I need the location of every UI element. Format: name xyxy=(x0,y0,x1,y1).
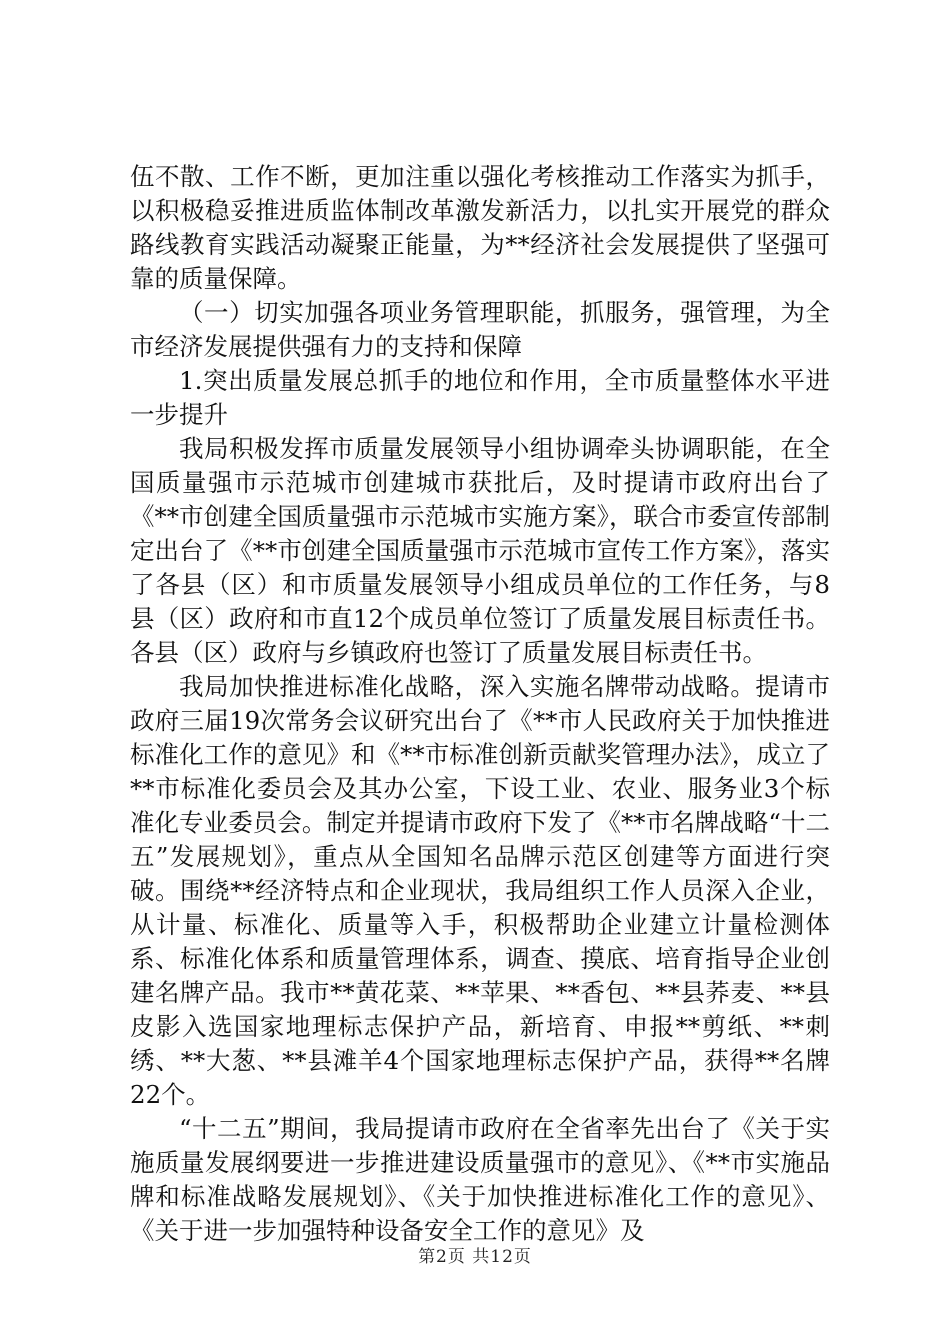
paragraph-standardization: 我局加快推进标准化战略，深入实施名牌带动战略。提请市政府三届19次常务会议研究出台了《**市人民政府关于加快推进标准化工作的意见》和《**市标准创新贡献奖管理办法》，成立了**市标准化委员会及其办公室，下设工业、农业、服务业3个标准化专业委员会。制定并提请市政府下发了《**市名牌战略“十二五”发展规划》，重点从全国知名品牌示范区创建等方面进行突破。围绕**经济特点和企业现状，我局组织工作人员深入企业，从计量、标准化、质量等入手，积极帮助企业建立计量检测体系、标准化体系和质量管理体系，调查、摸底、培育指导企业创建名牌产品。我市**黄花菜、**苹果、**香包、**县荞麦、**县皮影入选国家地理标志保护产品，新培育、申报**剪纸、**刺绣、**大葱、**县滩羊4个国家地理标志保护产品，获得**名牌22个。 xyxy=(130,672,830,1109)
body-text xyxy=(130,160,830,1248)
subsection-heading: 1.突出质量发展总抓手的地位和作用，全市质量整体水平进一步提升 xyxy=(130,366,830,429)
section-heading: （一）切实加强各项业务管理职能，抓服务，强管理，为全市经济发展提供强有力的支持和保障 xyxy=(130,298,830,361)
paragraph-quality: 我局积极发挥市质量发展领导小组协调牵头协调职能，在全国质量强市示范城市创建城市获批后，及时提请市政府出台了《**市创建全国质量强市示范城市实施方案》，联合市委宣传部制定出台了《**市创建全国质量强市示范城市宣传工作方案》，落实了各县（区）和市质量发展领导小组成员单位的工作任务，与8县（区）政府和市直12个成员单位签订了质量发展目标责任书。各县（区）政府与乡镇政府也签订了质量发展目标责任书。 xyxy=(130,434,830,667)
page-number-footer: 第2页 共12页 xyxy=(418,1247,532,1267)
paragraph-five-year-plan: “十二五”期间，我局提请市政府在全省率先出台了《关于实施质量发展纲要进一步推进建设质量强市的意见》、《**市实施品牌和标准战略发展规划》、《关于加快推进标准化工作的意见》、《关于进一步加强特种设备安全工作的意见》及 xyxy=(130,1114,830,1245)
paragraph-continuation: 伍不散、工作不断，更加注重以强化考核推动工作落实为抓手，以积极稳妥推进质监体制改革激发新活力，以扎实开展党的群众路线教育实践活动凝聚正能量，为**经济社会发展提供了坚强可靠的质量保障。 xyxy=(130,162,830,293)
